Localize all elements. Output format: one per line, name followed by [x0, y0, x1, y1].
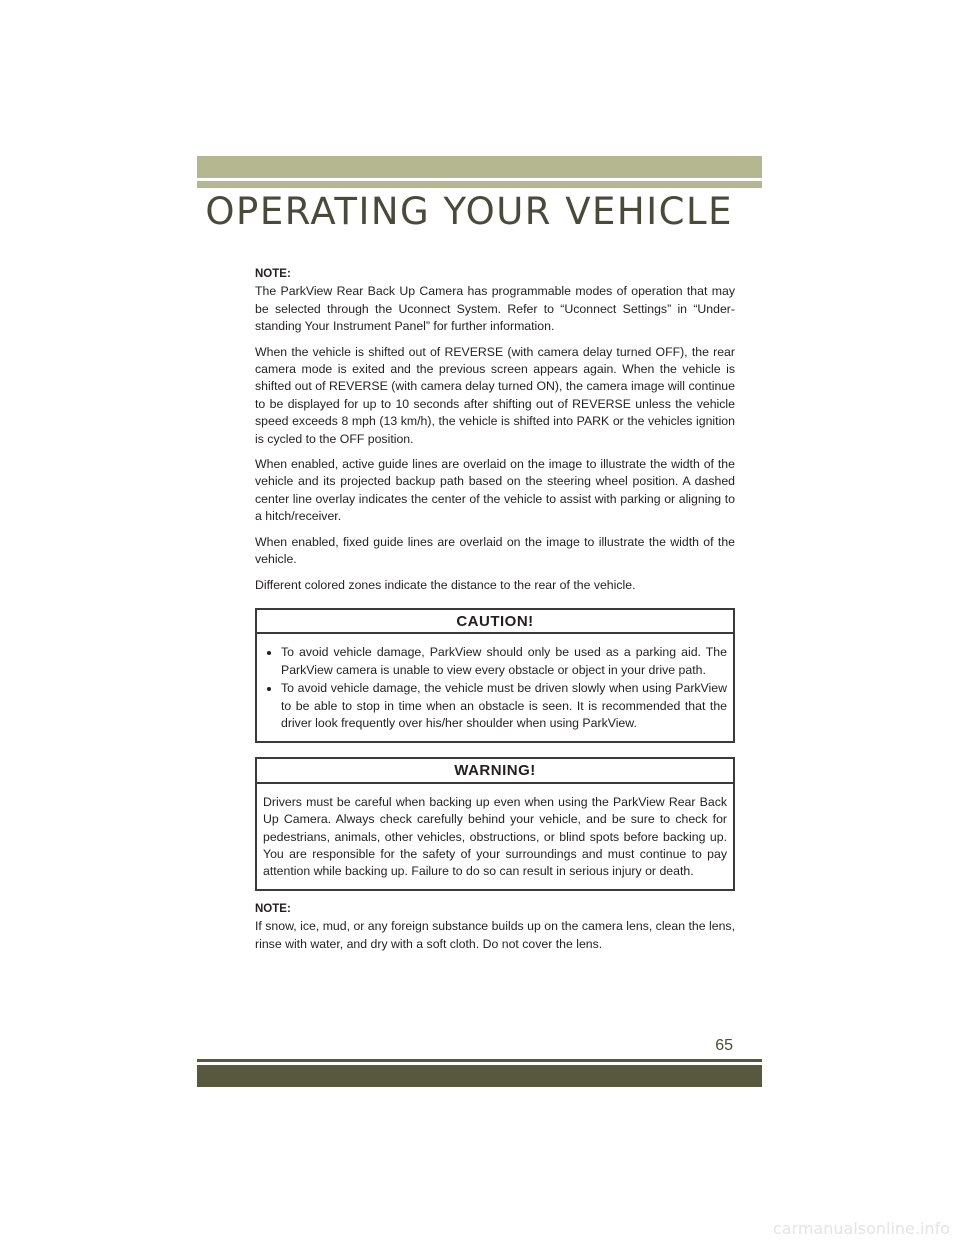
caution-box: [255, 608, 735, 743]
footer-band: [197, 1065, 762, 1087]
caution-item: • To avoid vehicle damage, ParkView should only be used as a parking aid. The ParkView camera is unable to view every obstacle or object in your drive path.: [281, 644, 727, 679]
watermark: carmanualsonline.info: [772, 1219, 950, 1238]
paragraph-fixed-guide-lines: When enabled, fixed guide lines are overlaid on the image to illustrate the width of the vehicle.: [255, 534, 735, 567]
warning-title: WARNING!: [257, 759, 733, 783]
caution-title: CAUTION!: [257, 610, 733, 634]
paragraph-active-guide-lines: When enabled, active guide lines are overlaid on the image to illustrate the width of the vehicle and its projected backup path based on the steering wheel position. A dashed center line overlay indicates the center of the vehicle to assist with parking or aligning to a hitch/receiver.: [255, 457, 735, 524]
note-label: NOTE:: [255, 902, 291, 915]
note-text: The ParkView Rear Back Up Camera has programmable modes of operation that may be selected through the Uconnect System. Refer to “Uconnect Settings” in “Under-standing Your Instrument Panel” for further information.: [255, 284, 735, 334]
note-label: NOTE:: [255, 268, 291, 280]
page-content: [255, 266, 735, 961]
section-title: OPERATING YOUR VEHICLE: [205, 190, 733, 233]
page-number: 65: [715, 1037, 733, 1054]
warning-box: [255, 757, 735, 890]
footer-rule: [197, 1059, 762, 1062]
header-rule: [197, 181, 762, 188]
warning-text: Drivers must be careful when backing up even when using the ParkView Rear Back Up Camera. Always check carefully behind your vehicle, and be sure to check for pedestrians, animals, other vehicles, obstructions, or blind spots before backing up. You are responsible for the safety of your surroundings and must continue to pay attention while backing up. Failure to do so can result in serious injury or death.: [263, 794, 727, 879]
note-text: If snow, ice, mud, or any foreign substance builds up on the camera lens, clean the lens, rinse with water, and dry with a soft cloth. Do not cover the lens.: [255, 919, 735, 951]
paragraph-colored-zones: Different colored zones indicate the distance to the rear of the vehicle.: [255, 577, 636, 592]
paragraph-reverse: When the vehicle is shifted out of REVERSE (with camera delay turned OFF), the rear camera mode is exited and the previous screen appears again. When the vehicle is shifted out of REVERSE (with camera delay turned ON), the camera image will continue to be displayed for up to 10 seconds after shifting out of REVERSE unless the vehicle speed exceeds 8 mph (13 km/h), the vehicle is shifted into PARK or the vehicles ignition is cycled to the OFF position.: [255, 344, 735, 446]
caution-item: • To avoid vehicle damage, the vehicle must be driven slowly when using ParkView to be able to stop in time when an obstacle is seen. It is recommended that the driver look frequently over his/her shoulder when using ParkView.: [281, 680, 727, 732]
header-band: [197, 156, 762, 178]
caution-list: [263, 644, 727, 732]
